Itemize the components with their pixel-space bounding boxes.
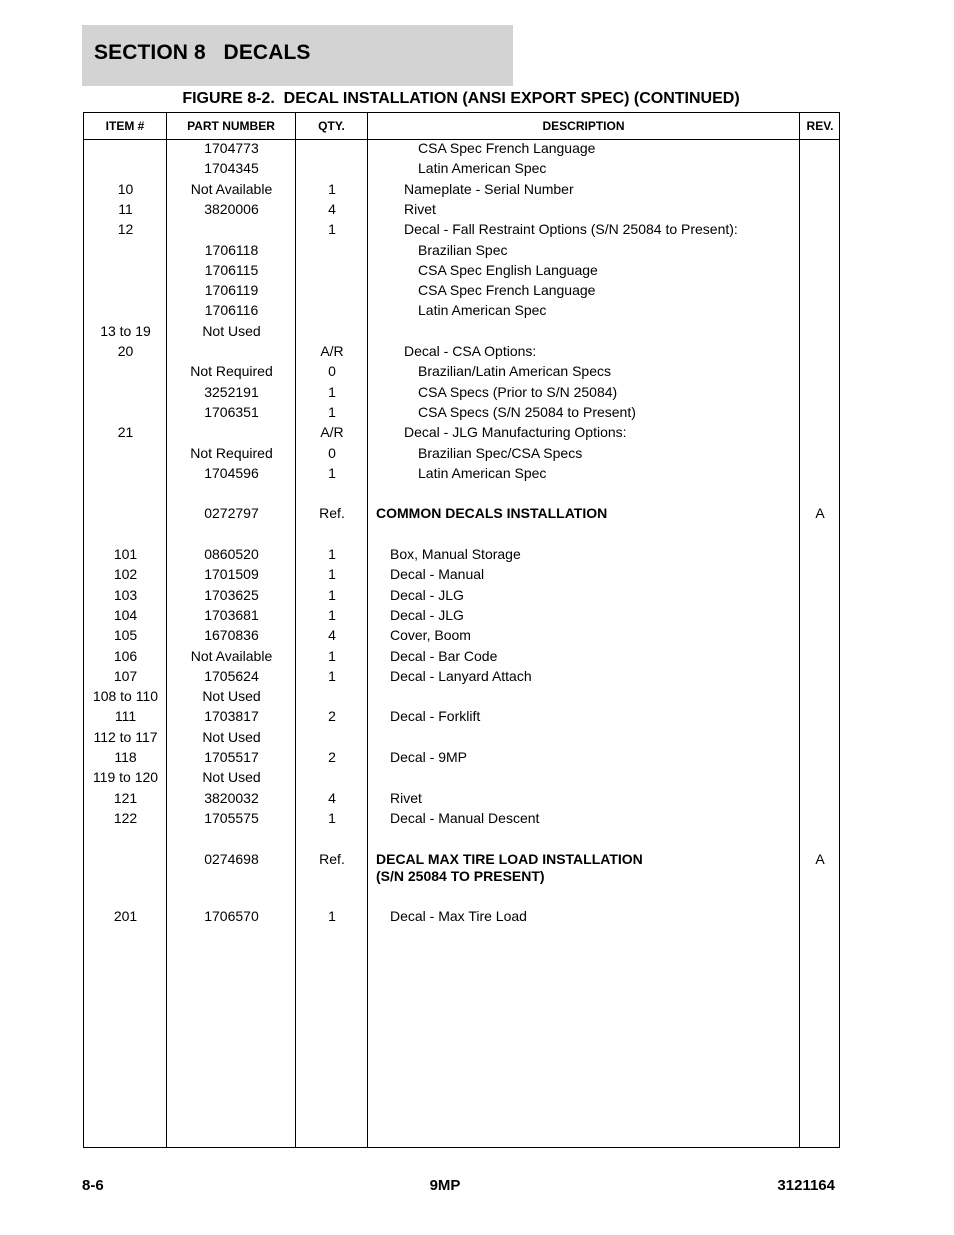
part-number-cell: 1670836: [204, 627, 259, 644]
part-number-cell: 0274698: [204, 850, 259, 867]
description-text: Cover, Boom: [390, 627, 471, 644]
part-number-cell: Not Used: [202, 728, 261, 745]
revision-cell: A: [815, 505, 825, 522]
quantity-cell: 1: [328, 908, 336, 925]
part-number-cell: 1701509: [204, 566, 259, 583]
description-cell: [372, 221, 797, 238]
quantity-cell: 1: [328, 546, 336, 562]
description-cell: [372, 140, 797, 157]
item-number-cell: 121: [113, 789, 138, 806]
description-cell: [372, 810, 797, 827]
description-text: Rivet: [390, 789, 422, 806]
section-header-box: [82, 25, 513, 86]
quantity-cell: 1: [328, 464, 336, 481]
part-number-cell: Not Used: [202, 322, 261, 339]
description-cell: [372, 851, 797, 885]
footer-model: 9MP: [429, 1177, 461, 1194]
description-text: Latin American Spec: [418, 464, 547, 481]
description-cell: [372, 404, 797, 421]
description-cell: [372, 668, 797, 685]
part-number-cell: 1703625: [204, 586, 259, 603]
header-part-number: PART NUMBER: [187, 119, 275, 133]
quantity-cell: 1: [328, 586, 336, 603]
description-cell: [372, 343, 797, 360]
part-number-cell: 0272797: [204, 505, 259, 522]
item-number-cell: 21: [117, 424, 134, 441]
description-text: Decal - Bar Code: [390, 647, 498, 664]
item-number-cell: 112 to 117: [93, 728, 158, 745]
header-item: ITEM #: [105, 119, 145, 133]
description-cell: [372, 424, 797, 441]
footer-page-number: 8-6: [82, 1177, 104, 1194]
description-cell: [372, 505, 797, 522]
quantity-cell: 4: [328, 200, 336, 217]
quantity-cell: 1: [328, 566, 336, 583]
item-number-cell: 12: [117, 221, 134, 238]
description-text: Decal - Fall Restraint Options (S/N 25084 to Present):: [404, 221, 738, 238]
item-number-cell: 101: [113, 546, 138, 562]
item-number-cell: 118: [114, 749, 137, 765]
quantity-cell: 1: [328, 403, 336, 420]
description-cell: [372, 282, 797, 299]
quantity-cell: 1: [328, 647, 336, 664]
description-text: Decal - JLG Manufacturing Options:: [404, 424, 627, 441]
description-text: DECAL MAX TIRE LOAD INSTALLATION: [376, 850, 643, 867]
description-cell: [372, 445, 797, 462]
part-number-cell: 1706116: [204, 302, 259, 319]
description-text: Decal - Lanyard Attach: [390, 667, 532, 684]
item-number-cell: 111: [114, 708, 137, 725]
description-cell: [372, 627, 797, 644]
part-number-cell: Not Required: [190, 444, 273, 461]
description-text: Rivet: [404, 200, 436, 217]
description-text: CSA Spec French Language: [418, 282, 596, 299]
header-qty: QTY.: [318, 119, 345, 133]
revision-cell: A: [815, 850, 825, 867]
quantity-cell: 2: [328, 708, 336, 725]
part-number-cell: Not Required: [190, 363, 273, 380]
footer-doc-number: 3121164: [777, 1177, 835, 1194]
description-text: Decal - 9MP: [390, 749, 468, 765]
part-number-cell: 1704345: [204, 160, 259, 177]
part-number-cell: Not Available: [190, 180, 273, 197]
item-number-cell: 122: [113, 809, 138, 826]
part-number-cell: 1704596: [204, 464, 259, 481]
description-cell: [372, 181, 797, 198]
description-cell: [372, 160, 797, 177]
description-cell: [372, 384, 797, 401]
quantity-cell: 0: [328, 363, 336, 380]
item-number-cell: 105: [113, 627, 138, 644]
figure-title: FIGURE 8-2. DECAL INSTALLATION (ANSI EXPORT SPEC) (CONTINUED): [182, 90, 740, 107]
quantity-cell: 4: [328, 627, 336, 644]
quantity-cell: A/R: [320, 424, 344, 441]
description-text: Latin American Spec: [418, 160, 547, 177]
quantity-cell: 2: [328, 749, 336, 765]
description-cell: [372, 242, 797, 259]
part-number-cell: Not Used: [202, 769, 261, 786]
description-cell: [372, 749, 797, 766]
item-number-cell: 107: [113, 667, 138, 684]
parts-table: [83, 112, 840, 1148]
description-text: Nameplate - Serial Number: [404, 180, 574, 197]
part-number-cell: 1704773: [204, 140, 259, 156]
part-number-cell: 1705624: [204, 667, 259, 684]
quantity-cell: 1: [328, 809, 336, 826]
part-number-cell: 1706115: [204, 261, 259, 278]
description-text: Decal - JLG: [390, 586, 464, 603]
quantity-cell: 1: [328, 180, 336, 197]
description-text: CSA Spec English Language: [418, 261, 598, 278]
quantity-cell: Ref.: [319, 505, 345, 522]
item-number-cell: 108 to 110: [92, 688, 159, 705]
part-number-cell: 1706351: [204, 403, 259, 420]
quantity-cell: 1: [328, 221, 336, 238]
part-number-cell: 1706118: [204, 241, 259, 258]
item-number-cell: 10: [117, 180, 134, 197]
description-cell: [372, 648, 797, 665]
description-text: CSA Spec French Language: [418, 140, 596, 156]
part-number-cell: 1706570: [204, 908, 259, 925]
description-text: COMMON DECALS INSTALLATION: [376, 505, 608, 522]
quantity-cell: A/R: [320, 343, 344, 359]
part-number-cell: 0860520: [204, 546, 259, 562]
quantity-cell: Ref.: [319, 850, 345, 867]
description-cell: [372, 546, 797, 563]
description-text: Brazilian Spec: [418, 241, 508, 258]
section-title: SECTION 8 DECALS: [94, 41, 311, 64]
quantity-cell: 4: [328, 789, 336, 806]
description-cell: [372, 790, 797, 807]
description-cell: [372, 262, 797, 279]
item-number-cell: 13 to 19: [100, 322, 151, 339]
description-cell: [372, 566, 797, 583]
item-number-cell: 20: [117, 343, 134, 359]
description-text: Brazilian/Latin American Specs: [418, 363, 611, 380]
item-number-cell: 11: [118, 200, 133, 217]
description-text: Decal - CSA Options:: [404, 343, 537, 359]
description-text: Latin American Spec: [418, 302, 547, 319]
header-description: DESCRIPTION: [542, 119, 625, 133]
description-cell: [372, 908, 797, 925]
part-number-cell: 1706119: [204, 282, 259, 299]
description-cell: [372, 302, 797, 319]
quantity-cell: 1: [328, 667, 336, 684]
part-number-cell: 1703817: [204, 708, 259, 725]
description-cell: [372, 465, 797, 482]
part-number-cell: 1705575: [204, 809, 259, 826]
item-number-cell: 102: [113, 566, 138, 583]
part-number-cell: 3820006: [204, 200, 259, 217]
description-text: Decal - JLG: [390, 606, 464, 623]
description-text: Decal - Forklift: [390, 708, 481, 725]
description-cell: [372, 363, 797, 380]
item-number-cell: 201: [113, 908, 138, 925]
quantity-cell: 0: [328, 444, 336, 461]
description-text: CSA Specs (Prior to S/N 25084): [418, 383, 618, 400]
description-text: Brazilian Spec/CSA Specs: [418, 444, 583, 461]
part-number-cell: Not Available: [190, 647, 273, 664]
description-cell: [372, 201, 797, 218]
description-text: Decal - Manual Descent: [390, 809, 540, 826]
description-cell: [372, 708, 797, 725]
quantity-cell: 1: [328, 383, 336, 400]
description-cell: [372, 607, 797, 624]
item-number-cell: 104: [113, 606, 138, 623]
description-text-line-2: (S/N 25084 TO PRESENT): [376, 867, 545, 884]
description-text: Decal - Max Tire Load: [390, 908, 527, 925]
description-text: Decal - Manual: [390, 566, 485, 583]
part-number-cell: Not Used: [202, 688, 261, 705]
item-number-cell: 103: [113, 586, 138, 603]
part-number-cell: 3252191: [204, 383, 259, 400]
part-number-cell: 3820032: [204, 789, 259, 806]
part-number-cell: 1705517: [204, 749, 259, 765]
item-number-cell: 106: [113, 647, 138, 664]
item-number-cell: 119 to 120: [92, 769, 159, 786]
header-rev: REV.: [806, 119, 834, 133]
description-text: Box, Manual Storage: [390, 546, 521, 562]
column-divider: [799, 113, 800, 1147]
description-cell: [372, 587, 797, 604]
part-number-cell: 1703681: [204, 606, 259, 623]
quantity-cell: 1: [328, 606, 336, 623]
description-text: CSA Specs (S/N 25084 to Present): [418, 403, 636, 420]
